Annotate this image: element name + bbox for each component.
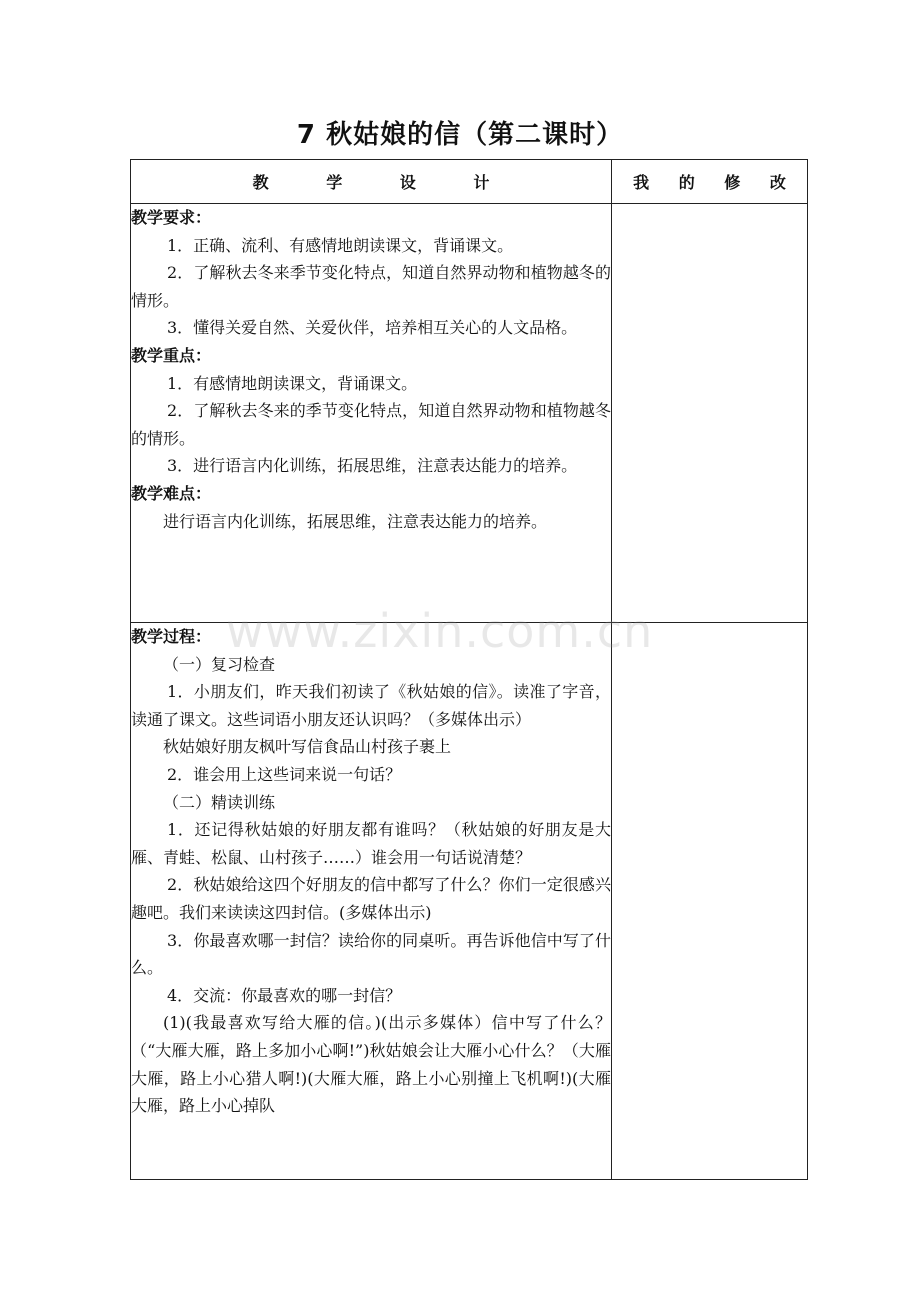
process-section-heading: （二）精读训练	[163, 792, 276, 812]
edits-cell-process[interactable]	[612, 623, 808, 1180]
watermark: www.zixin.com.cn	[226, 604, 654, 658]
process-step: 1．小朋友们，昨天我们初读了《秋姑娘的信》。读准了字音，读通了课文。这些词语小朋友还认识吗？（多媒体出示）	[131, 682, 611, 729]
process-step: 2．秋姑娘给这四个好朋友的信中都写了什么？你们一定很感兴趣吧。我们来读读这四封信。(多媒体出示)	[131, 875, 611, 922]
header-teaching-design: 教 学 设 计	[131, 160, 612, 204]
process-row	[131, 623, 808, 1180]
process-step: 4．交流：你最喜欢的哪一封信？	[167, 985, 402, 1005]
key-point-item: 2．了解秋去冬来的季节变化特点，知道自然界动物和植物越冬的情形。	[131, 401, 611, 448]
process-cell	[131, 623, 612, 1180]
key-point-item: 3．进行语言内化训练，拓展思维，注意表达能力的培养。	[167, 456, 578, 476]
difficulty-text: 进行语言内化训练，拓展思维，注意表达能力的培养。	[163, 511, 548, 531]
edits-cell-goals[interactable]	[612, 204, 808, 623]
requirement-item: 1．正确、流利、有感情地朗读课文，背诵课文。	[167, 235, 514, 255]
requirements-heading: 教学要求：	[131, 208, 212, 227]
key-points-heading: 教学重点：	[131, 345, 212, 365]
table-header-row	[131, 160, 808, 204]
goals-cell	[131, 204, 612, 623]
process-step: (1)(我最喜欢写给大雁的信。)(出示多媒体）信中写了什么？（“大雁大雁，路上多加小心啊!”)秋姑娘会让大雁小心什么？（大雁大雁，路上小心猎人啊!)(大雁大雁，路上小心别撞上飞机啊!)(大雁大雁，路上小心掉队	[131, 1013, 611, 1116]
process-heading: 教学过程：	[131, 627, 212, 646]
requirement-item: 3．懂得关爱自然、关爱伙伴，培养相互关心的人文品格。	[167, 318, 578, 338]
key-point-item: 1．有感情地朗读课文，背诵课文。	[167, 373, 418, 393]
goals-row	[131, 204, 808, 623]
process-step: 2．谁会用上这些词来说一句话？	[167, 764, 402, 784]
requirement-item: 2．了解秋去冬来季节变化特点，知道自然界动物和植物越冬的情形。	[131, 263, 611, 310]
process-section-heading: （一）复习检查	[163, 654, 276, 674]
process-step: 1．还记得秋姑娘的好朋友都有谁吗？（秋姑娘的好朋友是大雁、青蛙、松鼠、山村孩子……）谁会用一句话说清楚？	[131, 820, 611, 867]
process-step: 3．你最喜欢哪一封信？读给你的同桌听。再告诉他信中写了什么。	[131, 930, 611, 978]
lesson-plan-table	[130, 159, 808, 1180]
header-my-edits: 我 的 修 改	[612, 160, 808, 204]
page-title: 7 秋姑娘的信（第二课时）	[296, 120, 624, 150]
difficulty-heading: 教学难点：	[131, 483, 212, 503]
process-word-list: 秋姑娘好朋友枫叶写信食品山村孩子裹上	[163, 737, 452, 757]
